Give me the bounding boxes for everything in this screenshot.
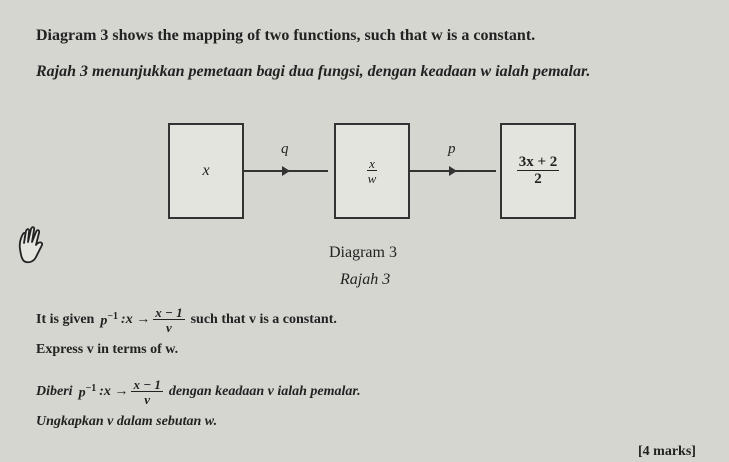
box-domain-label: x xyxy=(202,162,210,179)
hand-icon xyxy=(14,225,50,269)
function-p-label: p xyxy=(448,141,456,157)
arrow-p xyxy=(410,170,496,172)
task-english: Express v in terms of w. xyxy=(36,342,179,357)
box-codomain xyxy=(500,123,576,219)
function-q-label: q xyxy=(281,141,289,157)
given-english: It is given $p^{-1}$ :x → $\frac{x - 1}{v}$ such that v is a constant. xyxy=(36,305,337,335)
caption-english: Diagram 3 xyxy=(329,244,397,261)
box-middle-fraction: $\frac{x}{w}$ xyxy=(367,156,377,186)
marks-label: [4 marks] xyxy=(638,444,696,459)
box-domain xyxy=(168,123,244,219)
box-codomain-fraction: $\frac{3x + 2}{2}$ xyxy=(518,154,558,187)
inverse-function-en: $p^{-1}$ :x → $\frac{x - 1}{v}$ xyxy=(100,305,183,335)
inverse-function-ms: $p^{-1}$ :x → $\frac{x - 1}{v}$ xyxy=(78,377,161,407)
box-middle xyxy=(334,123,410,219)
arrow-q xyxy=(244,170,328,172)
question-english: Diagram 3 shows the mapping of two functions, such that w is a constant. xyxy=(36,27,536,44)
question-malay: Rajah 3 menunjukkan pemetaan bagi dua fungsi, dengan keadaan w ialah pemalar. xyxy=(36,63,591,80)
task-malay: Ungkapkan v dalam sebutan w. xyxy=(36,414,218,429)
given-malay: Diberi $p^{-1}$ :x → $\frac{x - 1}{v}$ dengan keadaan v ialah pemalar. xyxy=(36,377,361,407)
caption-malay: Rajah 3 xyxy=(340,271,391,288)
